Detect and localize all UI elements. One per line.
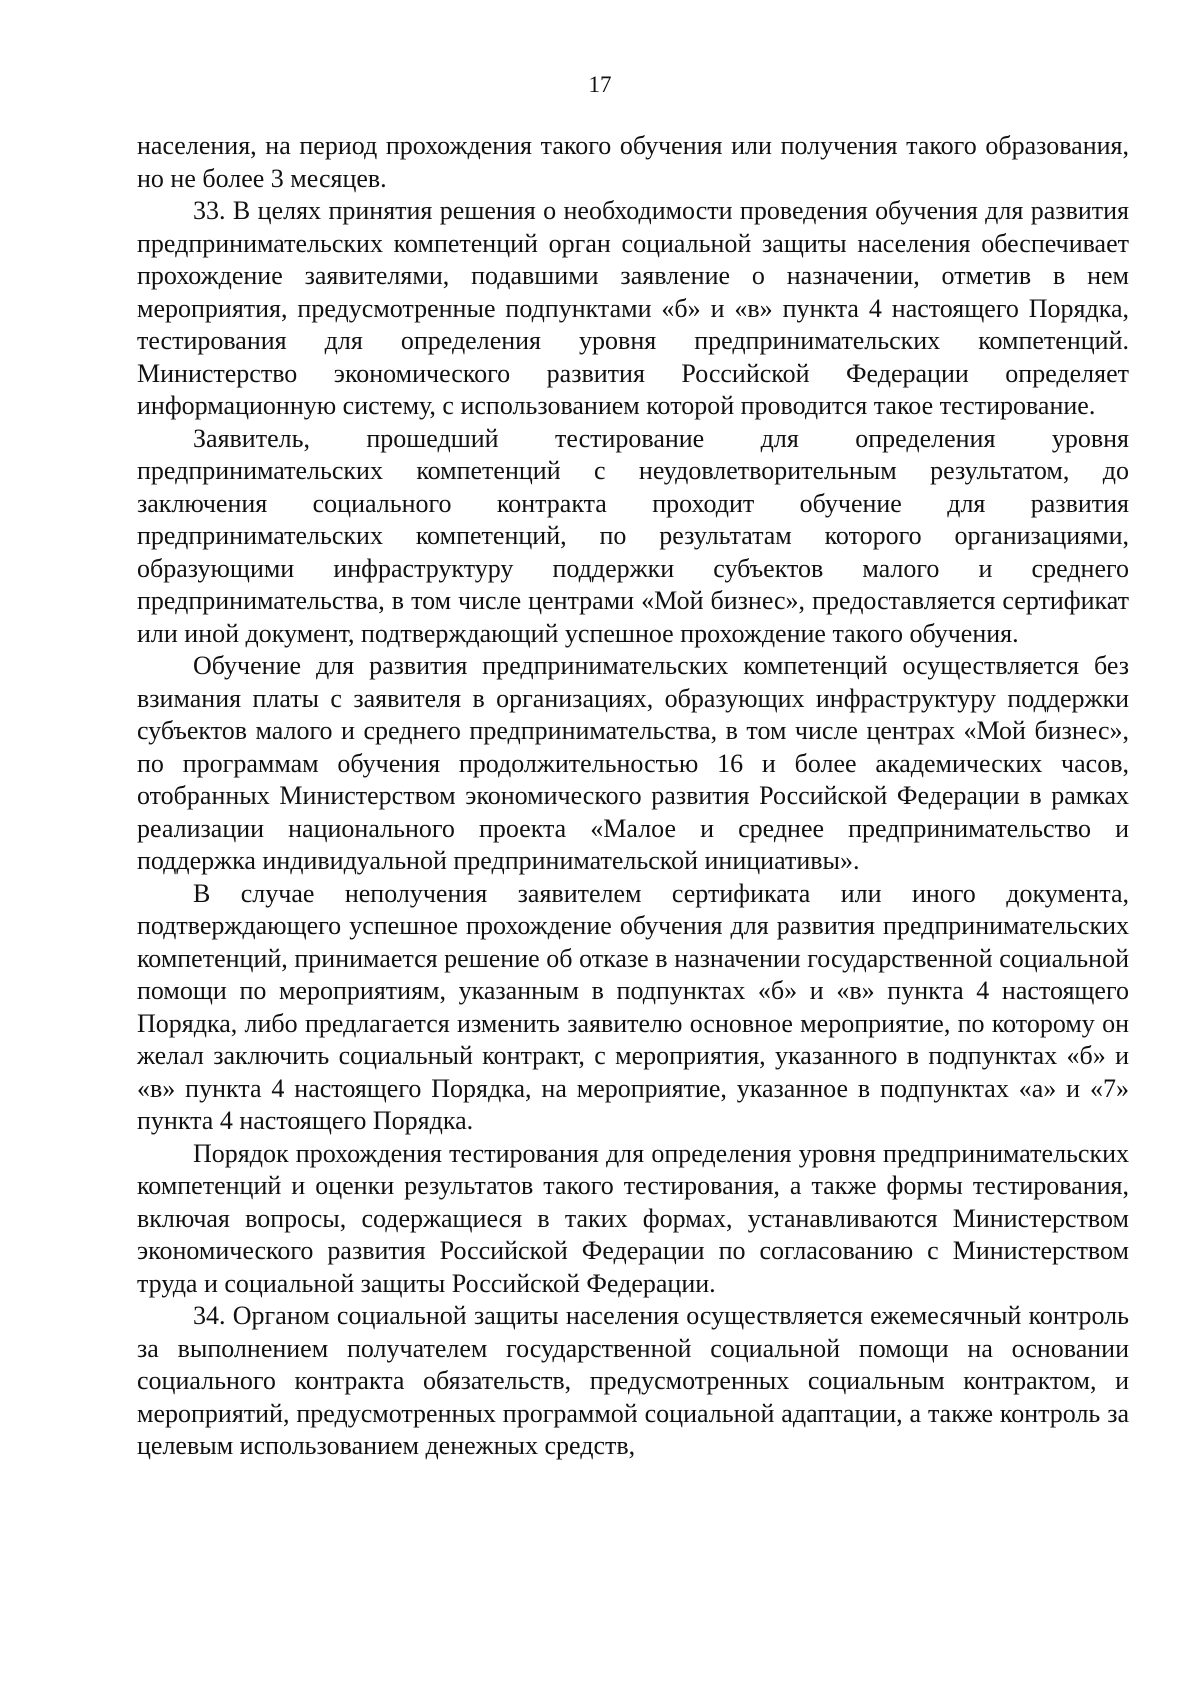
- document-body: [137, 130, 1129, 1463]
- page-number: 17: [588, 72, 612, 97]
- paragraph-item-33: 33. В целях принятия решения о необходимости проведения обучения для развития предпринимательских компетенций орган социальной защиты населения обеспечивает прохождение заявителями, подавшими заявление о назначении, отметив в нем мероприятия, предусмотренные подпунктами «б» и «в» пункта 4 настоящего Порядка, тестирования для определения уровня предпринимательских компетенций. Министерство экономического развития Российской Федерации определяет информационную систему, с использованием которой проводится такое тестирование.: [137, 196, 1129, 420]
- paragraph-item-34: 34. Органом социальной защиты населения осуществляется ежемесячный контроль за выполнением получателем государственной социальной помощи на основании социального контракта обязательств, предусмотренных социальным контрактом, и мероприятий, предусмотренных программой социальной адаптации, а также контроль за целевым использованием денежных средств,: [137, 1301, 1129, 1460]
- paragraph-testing-procedure: Порядок прохождения тестирования для определения уровня предпринимательских компетенций и оценки результатов такого тестирования, а также формы тестирования, включая вопросы, содержащиеся в таких формах, устанавливаются Министерством экономического развития Российской Федерации по согласованию с Министерством труда и социальной защиты Российской Федерации.: [137, 1138, 1129, 1298]
- paragraph-continuation: населения, на период прохождения такого обучения или получения такого образования, но не более 3 месяцев.: [137, 131, 1129, 193]
- paragraph-applicant-testing: Заявитель, прошедший тестирование для определения уровня предпринимательских компетенций с неудовлетворительным результатом, до заключения социального контракта проходит обучение для развития предпринимательских компетенций, по результатам которого организациями, образующими инфраструктуру поддержки субъектов малого и среднего предпринимательства, в том числе центрами «Мой бизнес», предоставляется сертификат или иной документ, подтверждающий успешное прохождение такого обучения.: [137, 423, 1129, 648]
- paragraph-training: Обучение для развития предпринимательских компетенций осуществляется без взимания платы с заявителя в организациях, образующих инфраструктуру поддержки субъектов малого и среднего предпринимательства, в том числе центрах «Мой бизнес», по программам обучения продолжительностью 16 и более академических часов, отобранных Министерством экономического развития Российской Федерации в рамках реализации национального проекта «Малое и среднее предпринимательство и поддержка индивидуальной предпринимательской инициативы».: [137, 651, 1129, 875]
- paragraph-refusal: В случае неполучения заявителем сертификата или иного документа, подтверждающего успешное прохождение обучения для развития предпринимательских компетенций, принимается решение об отказе в назначении государственной социальной помощи по мероприятиям, указанным в подпунктах «б» и «в» пункта 4 настоящего Порядка, либо предлагается изменить заявителю основное мероприятие, по которому он желал заключить социальный контракт, с мероприятия, указанного в подпунктах «б» и «в» пункта 4 настоящего Порядка, на мероприятие, указанное в подпунктах «а» и «7» пункта 4 настоящего Порядка.: [137, 878, 1129, 1135]
